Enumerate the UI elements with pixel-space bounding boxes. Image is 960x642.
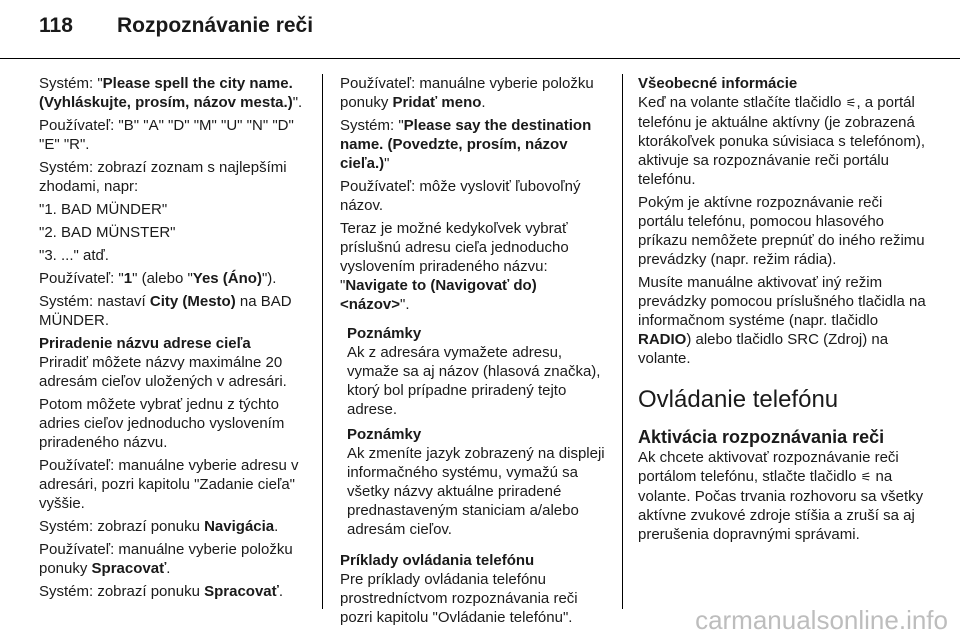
paragraph: Pokým je aktívne rozpoznávanie reči portálu telefónu, pomocou hlasového príkazu nemôžete prepnúť do iného režimu prevádzky (napr. režim rádia).: [638, 194, 925, 268]
paragraph: Systém: zobrazí zoznam s najlepšími zhodami, napr:: [39, 159, 287, 195]
header-rule: [0, 58, 960, 59]
sub-section-heading: Aktivácia rozpoznávania reči: [638, 427, 885, 447]
paragraph: Systém: zobrazí ponuku Navigácia.: [39, 518, 279, 535]
paragraph: "3. ..." atď.: [39, 247, 109, 264]
paragraph: Systém: "Please spell the city name. (Vyhláskujte, prosím, názov mesta.)".: [39, 75, 303, 111]
page-number: 118: [39, 14, 73, 37]
section-heading: Ovládanie telefónu: [638, 386, 839, 413]
paragraph: Potom môžete vybrať jednu z týchto adries cieľov jednoducho vyslovením priradeného názvu.: [39, 396, 285, 451]
paragraph: "1. BAD MÜNDER": [39, 201, 168, 218]
note-title: Poznámky: [347, 325, 422, 342]
paragraph: Keď na volante stlačíte tlačidlo ⚟, a portál telefónu je aktuálne aktívny (je zobrazená ktorákoľvek ponuka súvisiaca s telefónom), aktivuje sa rozpoznávanie reči portálu telefónu.: [638, 94, 926, 188]
column-divider: [622, 74, 623, 609]
sub-heading: Priradenie názvu adrese cieľa: [39, 335, 251, 352]
paragraph: Používateľ: "B" "A" "D" "M" "U" "N" "D" "E" "R".: [39, 117, 294, 153]
note-text: Ak zmeníte jazyk zobrazený na displeji informačného systému, vymažú sa všetky názvy aktuálne priradené prednastaveným staniciam a/alebo adresám cieľov.: [347, 445, 605, 538]
watermark: carmanualsonline.info: [695, 605, 948, 635]
paragraph: Ak chcete aktivovať rozpoznávanie reči portálom telefónu, stlačte tlačidlo ⚟ na volante. Počas trvania rozhovoru sa všetky aktívne zvukové zdroje stíšia a zruší sa aj prerušenia dopravnými správami.: [638, 449, 924, 543]
paragraph: Používateľ: "1" (alebo "Yes (Áno)").: [39, 270, 277, 287]
column-divider: [322, 74, 323, 609]
paragraph: Teraz je možné kedykoľvek vybrať príslušnú adresu cieľa jednoducho vyslovením priradeného názvu: "Navigate to (Navigovať do) <názov>".: [340, 220, 569, 313]
column-right: [638, 74, 928, 548]
page-title: Rozpoznávanie reči: [117, 14, 314, 37]
note-box: [347, 425, 610, 539]
voice-control-icon: ⚟: [860, 470, 872, 484]
voice-control-icon: ⚟: [845, 96, 857, 110]
note-box: [347, 324, 610, 419]
paragraph: Pre príklady ovládania telefónu prostredníctvom rozpoznávania reči pozri kapitolu "Ovládanie telefónu".: [340, 571, 578, 626]
column-middle: [340, 74, 610, 631]
paragraph: Používateľ: manuálne vyberie položku ponuky Spracovať.: [39, 541, 293, 577]
paragraph: Priradiť môžete názvy maximálne 20 adresám cieľov uložených v adresári.: [39, 354, 287, 390]
note-title: Poznámky: [347, 426, 422, 443]
paragraph: "2. BAD MÜNSTER": [39, 224, 176, 241]
sub-heading: Všeobecné informácie: [638, 75, 798, 92]
paragraph: Používateľ: manuálne vyberie adresu v adresári, pozri kapitolu "Zadanie cieľa" vyššie.: [39, 457, 299, 512]
paragraph: Systém: nastaví City (Mesto) na BAD MÜNDER.: [39, 293, 292, 329]
column-left: [39, 74, 314, 605]
page-header: [39, 14, 313, 38]
paragraph: Musíte manuálne aktivovať iný režim prevádzky pomocou príslušného tlačidla na informačnom systéme (napr. tlačidlo RADIO) alebo tlačidlo SRC (Zdroj) na volante.: [638, 274, 926, 367]
paragraph: Používateľ: môže vysloviť ľubovoľný názov.: [340, 178, 581, 214]
paragraph: Systém: zobrazí ponuku Spracovať.: [39, 583, 283, 600]
paragraph: Používateľ: manuálne vyberie položku ponuky Pridať meno.: [340, 75, 594, 111]
sub-heading: Príklady ovládania telefónu: [340, 552, 535, 569]
paragraph: Systém: "Please say the destination name. (Povedzte, prosím, názov cieľa.)": [340, 117, 592, 172]
note-text: Ak z adresára vymažete adresu, vymaže sa aj názov (hlasová značka), ktorý bol prípadne priradený tejto adrese.: [347, 344, 601, 418]
